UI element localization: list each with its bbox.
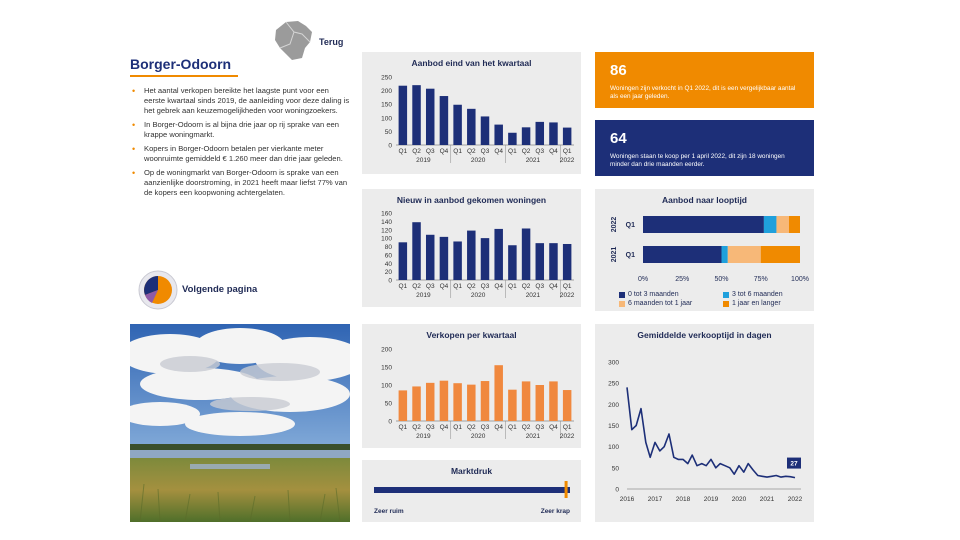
x-tick-label: Q1 [562,283,572,290]
chart-title: Gemiddelde verkooptijd in dagen [637,330,772,340]
bar [549,381,557,421]
x-tick-label: Q4 [549,148,558,155]
legend-label: 0 tot 3 maanden [628,291,679,298]
summary-bullet: • Het aantal verkopen bereikte het laagste punt voor een eerste kwartaal sinds 2019, de aanleiding voor deze daling is het gebrek aan keuzemogelijkheden voor woningzoekers. [130,86,352,116]
chart-nieuw [362,189,581,307]
group-label: 2019 [416,433,431,440]
bar [481,116,489,145]
x-tick-label: Q1 [398,148,408,155]
y-tick-label: 80 [384,244,392,251]
x-tick-label: Q3 [535,283,545,290]
bar [536,122,544,145]
bar [467,385,475,421]
bar [563,128,571,145]
y-tick-label: 250 [381,74,392,82]
bar [467,109,475,145]
group-label: 2021 [525,157,541,164]
y-tick-label: 0 [388,418,392,426]
group-label: 2020 [470,292,486,299]
x-tick-label: Q3 [480,283,490,290]
summary-bullet: • Kopers in Borger-Odoorn betalen per vierkante meter woonruimte gemiddeld € 1.260 meer dan drie jaar geleden. [130,144,352,164]
group-label: 2021 [525,292,541,299]
y-tick-label: 100 [381,115,392,123]
bar [563,244,571,280]
y-tick-label: 200 [381,346,392,354]
page-title: Borger-Odoorn [130,56,232,72]
x-tick-label: Q2 [412,283,421,290]
x-tick-label: Q4 [494,283,504,290]
y-tick-label: 60 [384,252,392,260]
stack-segment [722,246,728,263]
x-tick-label: 0% [637,276,649,281]
x-tick-label: Q3 [425,283,435,290]
bar [412,222,420,280]
y-tick-label: 50 [384,128,392,136]
x-tick-label: Q1 [508,148,517,155]
x-tick-label: 75% [753,276,768,281]
title-underline [130,75,238,77]
chart-verkopen [362,324,581,448]
pie-chart-icon [138,270,178,310]
bar [440,381,448,421]
bar [399,86,407,145]
stack-segment [643,246,722,263]
bar [481,381,489,421]
bar [426,383,434,421]
stack-segment [789,216,800,233]
legend-swatch [619,301,625,307]
x-tick-label: 2017 [647,496,663,503]
chart-panel-nieuw [362,189,581,307]
x-tick-label: Q2 [412,424,421,431]
y-tick-label: 150 [608,423,619,430]
x-tick-label: Q1 [508,283,517,290]
kpi-sold-text: Woningen zijn verkocht in Q1 2022, dit is een vergelijkbaar aantal als een jaar geleden. [610,85,796,100]
chart-title: Marktdruk [450,466,493,476]
x-tick-label: Q2 [521,424,531,431]
legend-item [619,300,692,307]
legend-item [723,300,781,307]
x-tick-label: Q1 [398,283,408,290]
bar [522,127,530,145]
x-tick-label: Q2 [466,283,476,290]
y-tick-label: 40 [384,260,392,268]
y-tick-label: 300 [608,359,619,367]
x-tick-label: Q2 [412,148,421,155]
x-tick-label: Q1 [562,424,572,431]
y-tick-label: 140 [381,218,392,226]
bar [522,228,530,280]
next-page-label: Volgende pagina [182,284,258,295]
bar [522,381,530,421]
group-label: 2022 [559,157,575,164]
x-tick-label: Q1 [508,424,517,431]
y-tick-label: 100 [381,382,392,390]
bar [440,96,448,145]
bar [467,231,475,280]
y-tick-label: 50 [611,465,619,473]
x-tick-label: Q3 [480,424,490,431]
x-tick-label: 2018 [675,496,691,503]
gauge-track [374,487,570,493]
x-tick-label: Q3 [535,148,545,155]
stack-segment [728,246,761,263]
x-tick-label: 2020 [731,496,747,503]
x-tick-label: Q2 [466,148,476,155]
bar [481,238,489,280]
y-tick-label: 0 [388,277,392,285]
kpi-for-sale-text: Woningen staan te koop per 1 april 2022, dit zijn 18 woningen minder dan drie maanden eerder. [610,153,785,168]
bar [549,243,557,280]
x-tick-label: 50% [714,276,729,281]
x-tick-label: Q2 [466,424,476,431]
x-tick-label: 2016 [619,496,635,503]
chart-verkooptijd [595,324,814,522]
chart-title: Aanbod eind van het kwartaal [411,58,532,68]
bar [453,383,461,421]
bar [453,241,461,280]
group-label: 2020 [470,157,486,164]
y-tick-label: 20 [384,269,392,277]
chart-panel-verkopen [362,324,581,448]
x-tick-label: Q3 [425,424,435,431]
stack-segment [761,246,800,263]
bar [494,365,502,421]
stack-segment [764,216,777,233]
gauge-left-label: Zeer ruim [374,508,404,515]
group-label: 2020 [470,433,486,440]
x-tick-label: Q4 [549,424,558,431]
bar [426,235,434,280]
x-tick-label: Q1 [453,283,462,290]
y-tick-label: 120 [381,227,392,235]
x-tick-label: Q2 [521,148,531,155]
chart-panel-looptijd [595,189,814,311]
landscape-photo [130,324,350,522]
row-year-label: 2021 [611,246,618,263]
legend-label: 6 maanden tot 1 jaar [628,300,693,307]
bar [399,390,407,421]
bar [536,243,544,280]
bar [508,133,516,145]
municipality-map-icon [272,18,316,62]
stack-segment [643,216,764,233]
gauge-marker [565,481,568,498]
bar [549,122,557,145]
chart-panel-aanbod [362,52,581,174]
chart-looptijd [595,189,814,281]
x-tick-label: Q1 [453,148,462,155]
bar [508,245,516,280]
legend-swatch [619,292,625,298]
summary-bullet: • Op de woningmarkt van Borger-Odoorn is sprake van een aanzienlijke doorstroming, in 2021 heeft maar liefst 77% van de kopers een koopwoning achtergelaten. [130,168,352,198]
legend-item [723,291,783,298]
x-tick-label: Q4 [549,283,558,290]
y-tick-label: 100 [608,444,619,452]
x-tick-label: 100% [791,276,809,281]
legend-item [619,291,679,298]
y-tick-label: 150 [381,101,392,109]
bar [453,105,461,145]
x-tick-label: 2019 [703,496,719,503]
x-tick-label: Q1 [562,148,572,155]
kpi-for-sale-box [595,120,814,176]
group-label: 2022 [559,292,575,299]
y-tick-label: 160 [381,210,392,218]
gauge-right-label: Zeer krap [540,508,570,515]
y-tick-label: 250 [608,380,619,388]
x-tick-label: Q3 [425,148,435,155]
bar [508,390,516,421]
bar [440,237,448,280]
chart-title: Verkopen per kwartaal [426,330,517,340]
x-tick-label: Q2 [521,283,531,290]
group-label: 2021 [525,433,541,440]
chart-title: Nieuw in aanbod gekomen woningen [396,195,547,205]
row-quarter-label: Q1 [625,222,635,229]
x-tick-label: Q1 [453,424,462,431]
bar [412,85,420,145]
legend-swatch [723,292,729,298]
chart-panel-marktdruk [362,460,581,522]
summary-bullets [130,86,352,202]
x-tick-label: Q1 [398,424,408,431]
x-tick-label: Q4 [439,424,449,431]
x-tick-label: Q4 [494,424,504,431]
bar [494,229,502,280]
y-tick-label: 50 [384,400,392,408]
group-label: 2022 [559,433,575,440]
x-tick-label: Q3 [535,424,545,431]
legend-swatch [723,301,729,307]
last-value-label: 27 [790,460,798,468]
y-tick-label: 100 [381,235,392,243]
row-year-label: 2022 [611,216,618,233]
bar [399,242,407,280]
back-link[interactable]: Terug [319,37,344,47]
legend-label: 1 jaar en langer [732,300,781,307]
bar [412,386,420,421]
kpi-sold-value: 86 [610,62,627,79]
x-tick-label: 2022 [787,496,803,503]
x-tick-label: Q4 [439,283,449,290]
x-tick-label: 2021 [759,496,775,503]
bar [536,385,544,421]
y-tick-label: 200 [381,88,392,96]
kpi-sold-box [595,52,814,108]
x-tick-label: Q4 [494,148,504,155]
y-tick-label: 0 [388,142,392,150]
chart-panel-verkooptijd [595,324,814,522]
x-tick-label: 25% [675,276,690,281]
chart-aanbod [362,52,581,174]
x-tick-label: Q4 [439,148,449,155]
group-label: 2019 [416,157,431,164]
group-label: 2019 [416,292,431,299]
bar [426,89,434,145]
summary-bullet: • In Borger-Odoorn is al bijna drie jaar op rij sprake van een krappe woningmarkt. [130,120,352,140]
row-quarter-label: Q1 [625,252,635,259]
y-tick-label: 0 [615,486,619,494]
next-page-button[interactable] [138,270,318,310]
kpi-for-sale-value: 64 [610,130,627,147]
y-tick-label: 150 [381,364,392,372]
y-tick-label: 200 [608,401,619,409]
stack-segment [776,216,789,233]
chart-marktdruk [362,460,581,522]
bar [494,125,502,145]
series-line [627,387,795,477]
legend-label: 3 tot 6 maanden [732,291,783,298]
bar [563,390,571,421]
x-tick-label: Q3 [480,148,490,155]
chart-title: Aanbod naar looptijd [662,195,747,205]
